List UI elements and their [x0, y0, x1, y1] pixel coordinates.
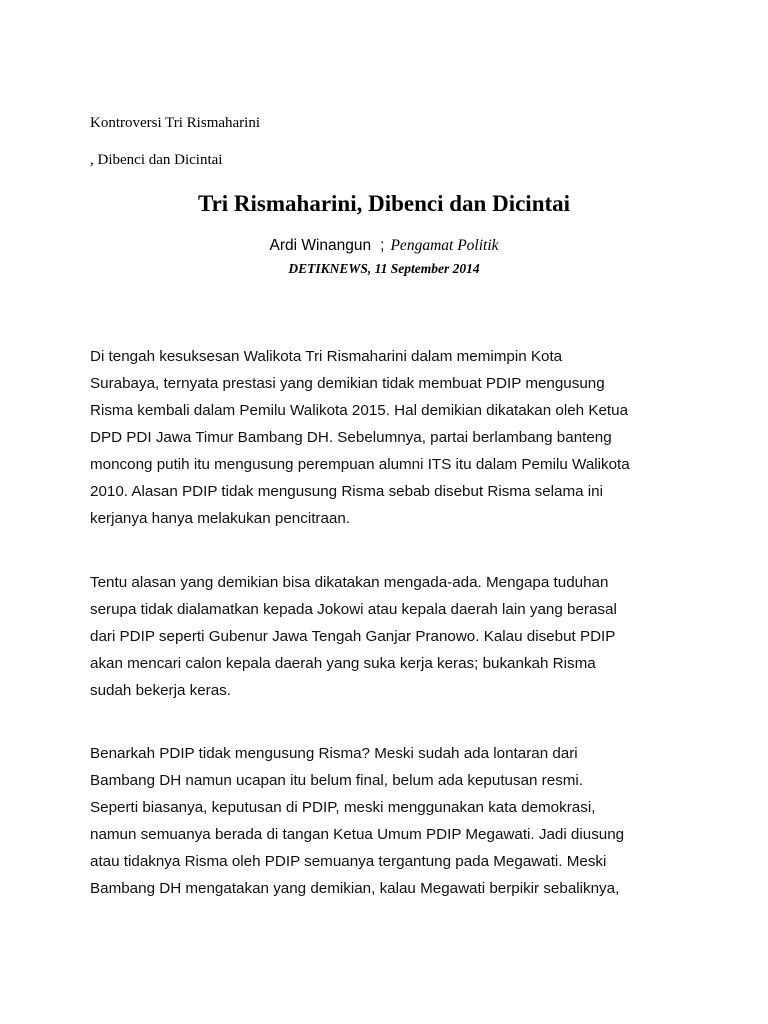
article-paragraph [90, 740, 690, 902]
paragraph-line: Seperti biasanya, keputusan di PDIP, meski menggunakan kata demokrasi, [90, 799, 596, 816]
paragraph-line: Surabaya, ternyata prestasi yang demikian tidak membuat PDIP mengusung [90, 375, 605, 392]
article-source-date: DETIKNEWS, 11 September 2014 [288, 261, 480, 276]
paragraph-line: 2010. Alasan PDIP tidak mengusung Risma sebab disebut Risma selama ini [90, 483, 603, 500]
paragraph-line: moncong putih itu mengusung perempuan alumni ITS itu dalam Pemilu Walikota [90, 456, 630, 473]
document-kicker: Kontroversi Tri Rismaharini [90, 115, 261, 131]
paragraph-line: Benarkah PDIP tidak mengusung Risma? Meski sudah ada lontaran dari [90, 745, 578, 762]
author-name: Ardi Winangun [269, 237, 372, 254]
article-paragraph [90, 569, 690, 704]
paragraph-line: Risma kembali dalam Pemilu Walikota 2015. Hal demikian dikatakan oleh Ketua [90, 402, 629, 419]
article-paragraph [90, 343, 690, 532]
document-subkicker: , Dibenci dan Dicintai [90, 152, 223, 168]
article-byline [0, 236, 768, 256]
paragraph-line: kerjanya hanya melakukan pencitraan. [90, 510, 351, 527]
paragraph-line: dari PDIP seperti Gubenur Jawa Tengah Ganjar Pranowo. Kalau disebut PDIP [90, 628, 616, 645]
paragraph-line: Di tengah kesuksesan Walikota Tri Rismaharini dalam memimpin Kota [90, 348, 563, 365]
paragraph-line: serupa tidak dialamatkan kepada Jokowi atau kepala daerah lain yang berasal [90, 601, 617, 618]
paragraph-line: Tentu alasan yang demikian bisa dikatakan mengada-ada. Mengapa tuduhan [90, 574, 609, 591]
author-role: Pengamat Politik [390, 237, 499, 254]
byline-separator: ; [380, 237, 385, 254]
paragraph-line: Bambang DH mengatakan yang demikian, kalau Megawati berpikir sebaliknya, [90, 880, 620, 897]
paragraph-line: namun semuanya berada di tangan Ketua Umum PDIP Megawati. Jadi diusung [90, 826, 625, 843]
paragraph-line: sudah bekerja keras. [90, 682, 231, 699]
paragraph-line: akan mencari calon kepala daerah yang suka kerja keras; bukankah Risma [90, 655, 596, 672]
article-title: Tri Rismaharini, Dibenci dan Dicintai [197, 191, 571, 216]
paragraph-line: DPD PDI Jawa Timur Bambang DH. Sebelumnya, partai berlambang banteng [90, 429, 612, 446]
paragraph-line: atau tidaknya Risma oleh PDIP semuanya tergantung pada Megawati. Meski [90, 853, 607, 870]
paragraph-line: Bambang DH namun ucapan itu belum final, belum ada keputusan resmi. [90, 772, 584, 789]
